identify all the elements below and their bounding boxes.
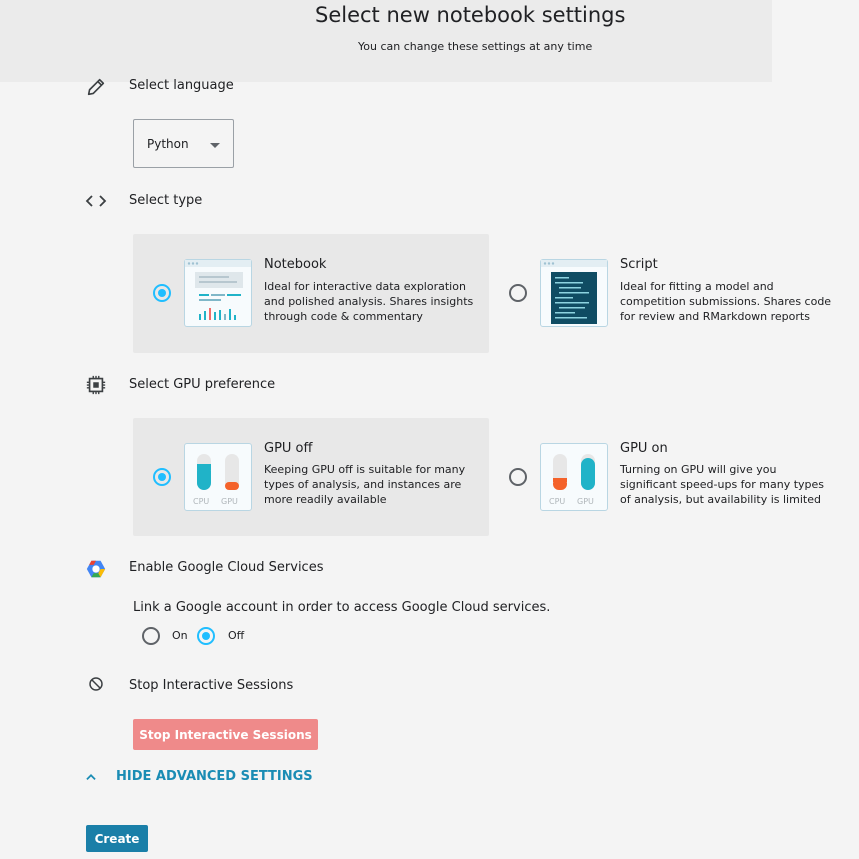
gpu-on-gpu-label: GPU — [577, 497, 594, 506]
gpu-on-cpu-label: CPU — [549, 497, 566, 506]
gpu-off-radio[interactable] — [153, 468, 171, 486]
gpu-on-radio[interactable] — [509, 468, 527, 486]
gcs-off-radio[interactable] — [197, 627, 215, 645]
type-option-script[interactable] — [489, 234, 845, 353]
type-option-notebook[interactable] — [133, 234, 489, 353]
code-brackets-icon — [84, 189, 108, 213]
block-icon — [84, 673, 108, 697]
gpu-off-gpu-label: GPU — [221, 497, 238, 506]
language-select-value: Python — [147, 136, 189, 151]
gpu-on-description: Turning on GPU will give you significant speed-ups for many types of analysis, but availability is limited — [620, 463, 825, 506]
page-subtitle: You can change these settings at any time — [358, 40, 593, 53]
notebook-radio[interactable] — [153, 284, 171, 302]
section-label-sessions: Stop Interactive Sessions — [129, 678, 294, 693]
gpu-option-off[interactable] — [133, 418, 489, 536]
chip-icon — [84, 373, 108, 397]
dialog-header — [0, 0, 772, 82]
notebook-description: Ideal for interactive data exploration and polished analysis. Shares insights through code & commentary — [264, 280, 474, 323]
gcs-on-label[interactable]: On — [172, 629, 188, 642]
gpu-off-title: GPU off — [264, 441, 313, 456]
stop-sessions-button[interactable]: Stop Interactive Sessions — [133, 719, 318, 750]
pencil-icon — [84, 75, 108, 99]
google-cloud-icon — [84, 557, 108, 581]
script-title: Script — [620, 257, 658, 272]
language-select[interactable] — [133, 119, 234, 168]
gpu-option-on[interactable] — [489, 418, 845, 536]
notebook-title: Notebook — [264, 257, 327, 272]
section-label-gcs: Enable Google Cloud Services — [129, 560, 324, 575]
create-button[interactable]: Create — [86, 825, 148, 852]
hide-advanced-settings-toggle[interactable] — [84, 769, 313, 784]
gcs-off-label[interactable]: Off — [228, 629, 245, 642]
hide-advanced-settings-label: HIDE ADVANCED SETTINGS — [116, 769, 313, 784]
gcs-description: Link a Google account in order to access Google Cloud services. — [133, 600, 551, 615]
gpu-on-title: GPU on — [620, 441, 668, 456]
gpu-off-cpu-label: CPU — [193, 497, 210, 506]
chevron-up-icon — [84, 770, 98, 784]
gpu-off-description: Keeping GPU off is suitable for many types of analysis, and instances are more readily available — [264, 463, 466, 506]
section-label-language: Select language — [129, 78, 234, 93]
section-label-type: Select type — [129, 193, 203, 208]
gpu-on-thumbnail-icon — [540, 443, 608, 511]
script-thumbnail-icon — [540, 259, 608, 327]
script-description: Ideal for fitting a model and competition submissions. Shares code for review and RMarkdown reports — [620, 280, 832, 323]
page-title: Select new notebook settings — [315, 3, 626, 27]
caret-down-icon — [210, 143, 220, 148]
gpu-off-thumbnail-icon — [184, 443, 252, 511]
script-radio[interactable] — [509, 284, 527, 302]
gcs-on-radio[interactable] — [142, 627, 160, 645]
section-label-gpu: Select GPU preference — [129, 377, 276, 392]
notebook-thumbnail-icon — [184, 259, 252, 327]
